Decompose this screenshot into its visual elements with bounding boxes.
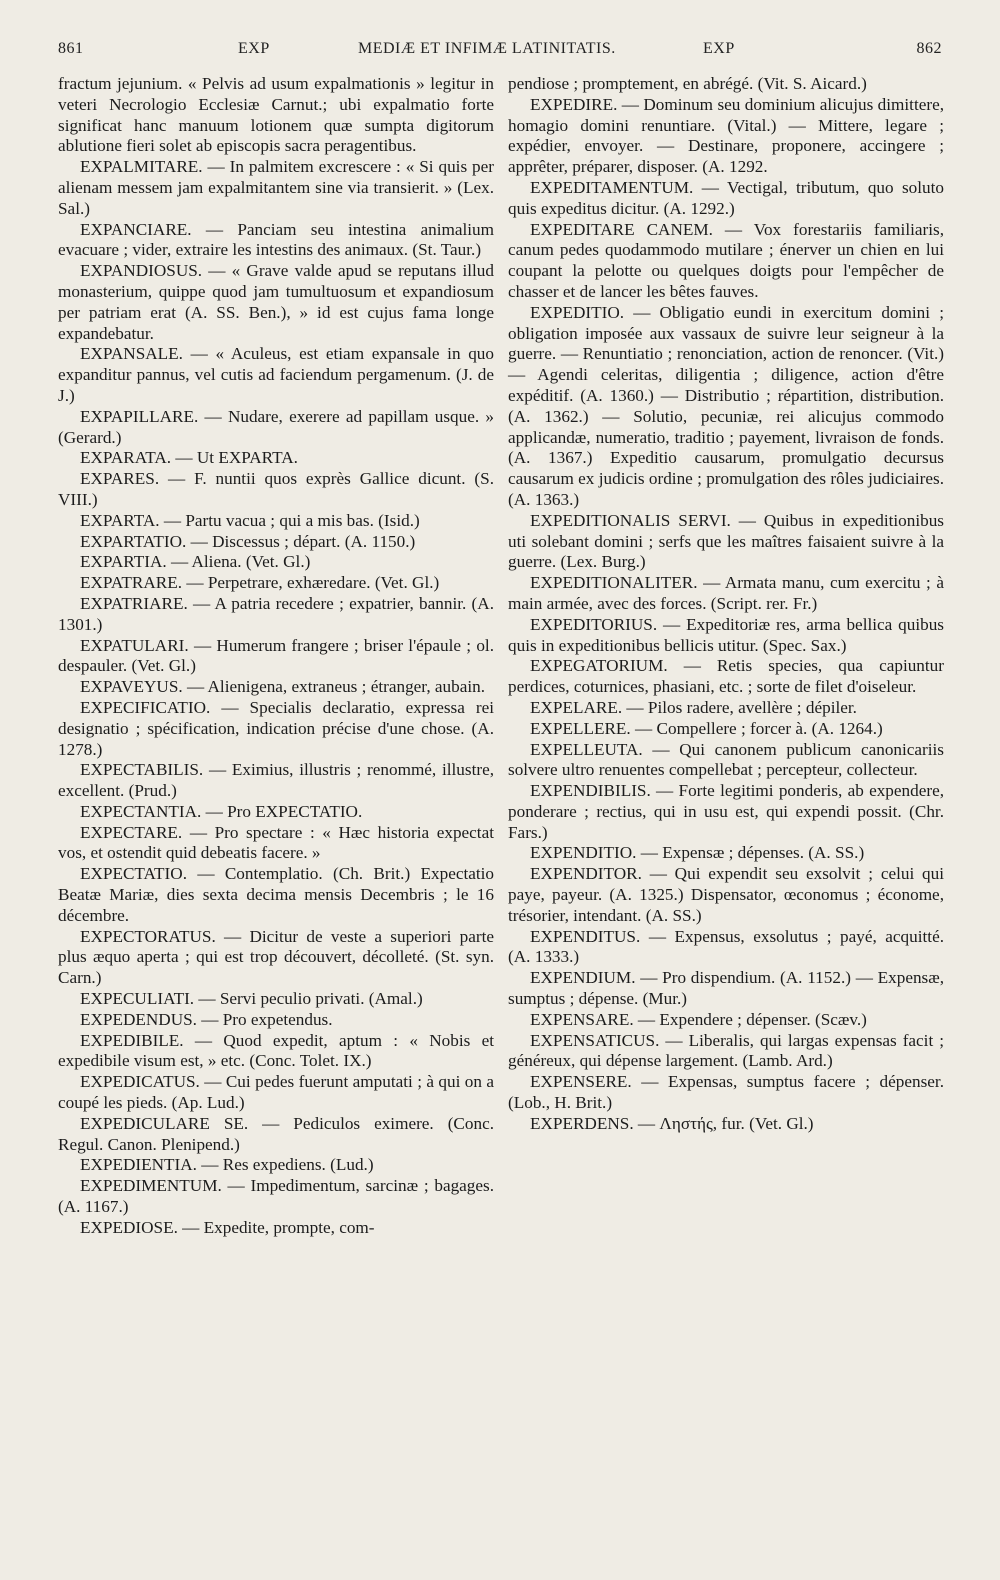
dictionary-entry: EXPARES. — F. nuntii quos exprès Gallice dicunt. (S. VIII.) — [58, 469, 494, 509]
dictionary-entry: pendiose ; promptement, en abrégé. (Vit. S. Aicard.) — [508, 74, 867, 93]
dictionary-entry: EXPEDITARE CANEM. — Vox forestariis familiaris, canum pedes quodammodo mutilare ; énerver un chien en lui coupant la pelotte ou quelques doigts pour l'empêcher de chasser et de lancer les bêtes fauves. — [508, 219, 944, 301]
dictionary-entry: EXPECULIATI. — Servi peculio privati. (Amal.) — [80, 989, 423, 1009]
dictionary-entry: EXPEDITORIUS. — Expeditoriæ res, arma bellica quibus quis in expeditionibus bellicis utitur. (Spec. Sax.) — [508, 614, 944, 655]
dictionary-entry: EXPELLERE. — Compellere ; forcer à. (A. 1264.) — [530, 718, 883, 738]
dictionary-entry: EXPARATA. — Ut EXPARTA. — [80, 448, 298, 468]
dictionary-entry: EXPALMITARE. — In palmitem excrescere : « Si quis per alienam messem jam expalmitantem sine via transierit. » (Lex. Sal.) — [58, 157, 494, 218]
dictionary-entry: EXPECTANTIA. — Pro EXPECTATIO. — [80, 801, 363, 821]
dictionary-entry: EXPANCIARE. — Panciam seu intestina animalium evacuare ; vider, extraire les intestins des animaux. (St. Taur.) — [58, 219, 494, 260]
dictionary-entry: EXPENSERE. — Expensas, sumptus facere ; dépenser. (Lob., H. Brit.) — [508, 1072, 944, 1113]
right-column — [508, 74, 944, 1135]
running-title: MEDIÆ ET INFIMÆ LATINITATIS. — [358, 40, 616, 57]
dictionary-entry: EXPEDITAMENTUM. — Vectigal, tributum, quo soluto quis expeditus dicitur. (A. 1292.) — [508, 177, 944, 218]
dictionary-entry: EXPENDITUS. — Expensus, exsolutus ; payé, acquitté. (A. 1333.) — [508, 926, 944, 967]
dictionary-entry: EXPECTARE. — Pro spectare : « Hæc historia expectat vos, et ostendit quid debeatis facere. » — [58, 822, 494, 863]
dictionary-entry: EXPENDIBILIS. — Forte legitimi ponderis, ab expendere, ponderare ; rectius, qui in usu est, qui expendi possit. (Chr. Fars.) — [508, 781, 944, 842]
dictionary-entry: EXPEDITIONALITER. — Armata manu, cum exercitu ; à main armée, avec des forces. (Script. rer. Fr.) — [508, 573, 944, 613]
dictionary-entry: EXPARTATIO. — Discessus ; départ. (A. 1150.) — [80, 531, 416, 551]
dictionary-entry: EXPEDIRE. — Dominum seu dominium alicujus dimittere, homagio domini renuntiare. (Vital.) — Mittere, legare ; expédier, envoyer. — Destinare, proponere, accingere ; apprêter, préparer, disposer. (A. 1292. — [508, 94, 944, 177]
dictionary-entry: EXPENDITOR. — Qui expendit seu exsolvit ; celui qui paye, payeur. (A. 1325.) Dispensator, œconomus ; économe, trésorier, intendant. (A. SS.) — [508, 864, 944, 925]
dictionary-entry: EXPENSATICUS. — Liberalis, qui largas expensas facit ; généreux, qui dépense largement. (Lamb. Ard.) — [508, 1030, 944, 1071]
dictionary-entry: EXPATRIARE. — A patria recedere ; expatrier, bannir. (A. 1301.) — [58, 593, 494, 634]
dictionary-entry: EXPEDITIONALIS SERVI. — Quibus in expeditionibus uti solebant domini ; serfs que les maîtres faisaient suivre à la guerre. (Lex. Burg.) — [508, 510, 944, 572]
catchword-left: EXP — [238, 40, 270, 57]
dictionary-entry: EXPANSALE. — « Aculeus, est etiam expansale in quo expanditur pannus, vel cutis ad faciendum pergamenum. (J. de J.) — [58, 344, 494, 405]
dictionary-entry: EXPECTATIO. — Contemplatio. (Ch. Brit.) Expectatio Beatæ Mariæ, dies sexta decima mensis Decembris ; le 16 décembre. — [58, 864, 494, 925]
running-header — [58, 40, 942, 64]
dictionary-entry: EXPENSARE. — Expendere ; dépenser. (Scæv.) — [530, 1009, 867, 1029]
left-column — [58, 74, 494, 1239]
dictionary-entry: EXPEGATORIUM. — Retis species, qua capiuntur perdices, coturnices, phasiani, etc. ; sorte de filet d'oiseleur. — [508, 656, 944, 697]
dictionary-entry: EXPENDIUM. — Pro dispendium. (A. 1152.) — Expensæ, sumptus ; dépense. (Mur.) — [508, 968, 944, 1009]
dictionary-entry: EXPARTA. — Partu vacua ; qui a mis bas. (Isid.) — [80, 510, 420, 530]
dictionary-entry: EXPEDICATUS. — Cui pedes fuerunt amputati ; à qui on a coupé les pieds. (Ap. Lud.) — [58, 1072, 494, 1113]
dictionary-entry: EXPEDITIO. — Obligatio eundi in exercitum domini ; obligation imposée aux vassaux de suivre leur seigneur à la guerre. — Renuntiatio ; renonciation, action de renoncer. (Vit.) — Agendi celeritas, diligentia ; diligence, action d'être expéditif. (A. 1360.) — Distributio ; répartition, distribution. (A. 1362.) — Solutio, pecuniæ, rei alicujus commodo applicandæ, numeratio, traditio ; payement, livraison de fonds. (A. 1367.) Expeditio causarum, promulgatio decursus causarum ex judicis ordine ; promulgation des rôles judiciaires. (A. 1363.) — [508, 302, 944, 509]
dictionary-entry: EXPATULARI. — Humerum frangere ; briser l'épaule ; ol. despauler. (Vet. Gl.) — [58, 635, 494, 676]
page-number-right: 862 — [916, 40, 942, 57]
dictionary-entry: EXPERDENS. — Ληστής, fur. (Vet. Gl.) — [530, 1113, 814, 1133]
dictionary-entry: fractum jejunium. « Pelvis ad usum expalmationis » legitur in veteri Necrologio Ecclesiæ Carnut.; ubi expalmatio forte significat hanc manuum lotionem quæ sumpta digitorum ablutione fieri solet ab episcopis sacra peragentibus. — [58, 74, 494, 156]
dictionary-entry: EXPATRARE. — Perpetrare, exhæredare. (Vet. Gl.) — [80, 573, 440, 593]
dictionary-entry: EXPEDIMENTUM. — Impedimentum, sarcinæ ; bagages. (A. 1167.) — [58, 1176, 494, 1217]
dictionary-entry: EXPENDITIO. — Expensæ ; dépenses. (A. SS.) — [530, 843, 865, 863]
dictionary-entry: EXPANDIOSUS. — « Grave valde apud se reputans illud monasterium, quippe quod jam tumultuosum et expandiosum per patriam erat (A. SS. Ben.), » id est cujus fama longe expandebatur. — [58, 261, 494, 343]
page-number-left: 861 — [58, 40, 84, 57]
dictionary-entry: EXPEDICULARE SE. — Pediculos eximere. (Conc. Regul. Canon. Plenipend.) — [58, 1113, 494, 1154]
dictionary-entry: EXPAPILLARE. — Nudare, exerere ad papillam usque. » (Gerard.) — [58, 406, 494, 447]
dictionary-entry: EXPELLEUTA. — Qui canonem publicum canonicariis solvere ultro renuentes compellebat ; percepteur, collecteur. — [508, 739, 944, 780]
dictionary-entry: EXPAVEYUS. — Alienigena, extraneus ; étranger, aubain. — [80, 677, 486, 697]
dictionary-entry: EXPEDENDUS. — Pro expetendus. — [80, 1009, 333, 1029]
dictionary-entry: EXPECIFICATIO. — Specialis declaratio, expressa rei designatio ; spécification, indication précise d'une chose. (A. 1278.) — [58, 697, 494, 759]
catchword-right: EXP — [703, 40, 735, 57]
dictionary-entry: EXPECTORATUS. — Dicitur de veste a superiori parte plus æquo aperta ; qui est trop découvert, décolleté. (St. syn. Carn.) — [58, 926, 494, 988]
dictionary-entry: EXPEDIOSE. — Expedite, prompte, com- — [80, 1217, 375, 1237]
dictionary-entry: EXPEDIENTIA. — Res expediens. (Lud.) — [80, 1155, 374, 1175]
dictionary-entry: EXPELARE. — Pilos radere, avellère ; dépiler. — [530, 697, 857, 717]
dictionary-entry: EXPEDIBILE. — Quod expedit, aptum : « Nobis et expedibile visum est, » etc. (Conc. Tolet. IX.) — [58, 1030, 494, 1071]
dictionary-entry: EXPECTABILIS. — Eximius, illustris ; renommé, illustre, excellent. (Prud.) — [58, 760, 494, 801]
dictionary-entry: EXPARTIA. — Aliena. (Vet. Gl.) — [80, 552, 311, 572]
